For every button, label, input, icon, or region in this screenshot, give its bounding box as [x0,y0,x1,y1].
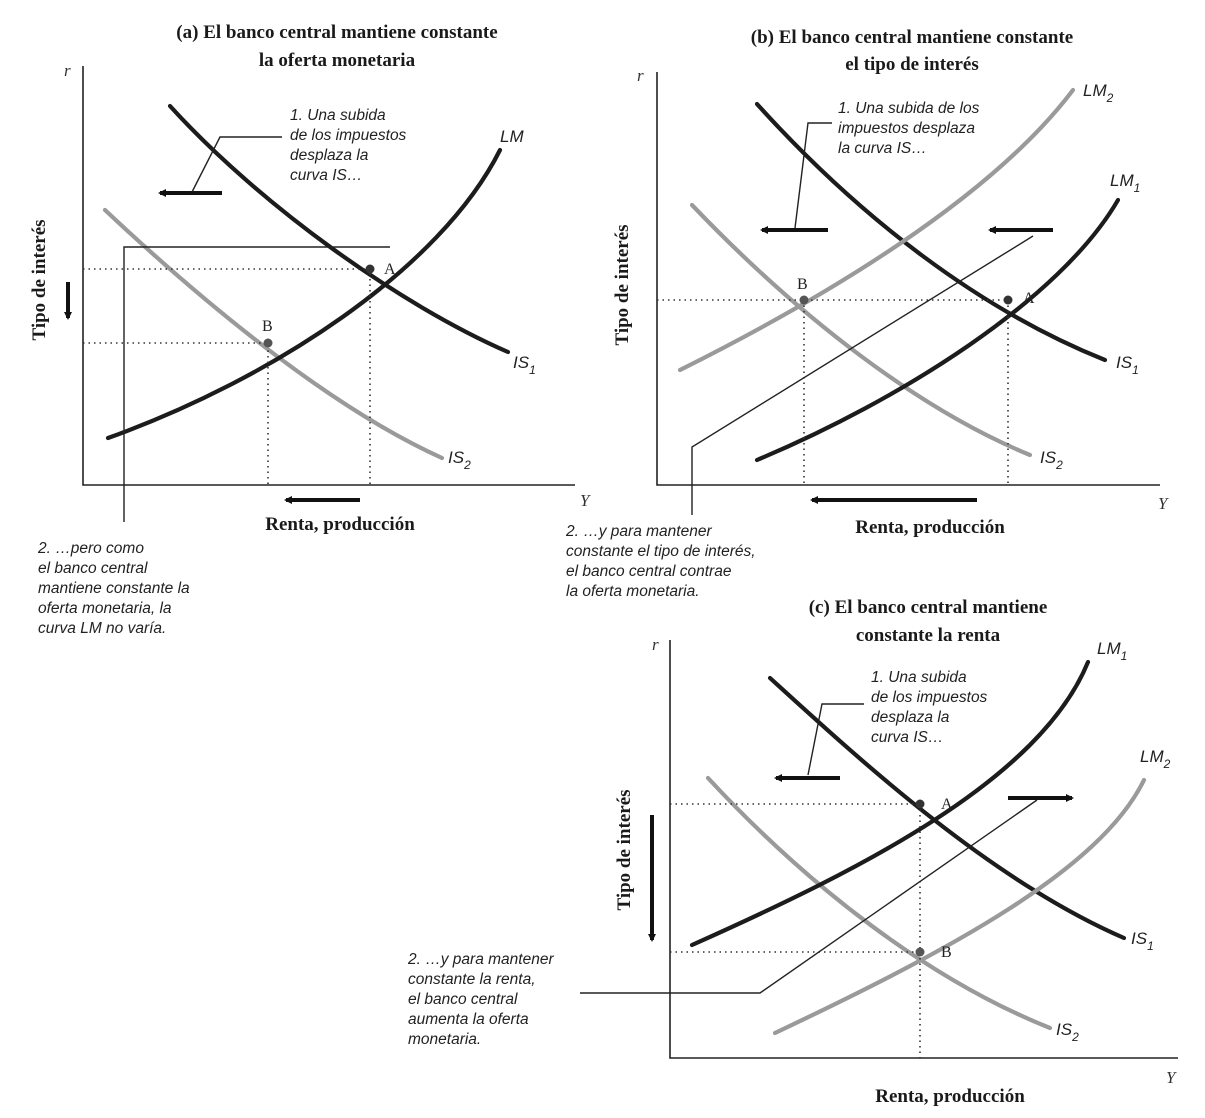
panel-c-title-line1: (c) El banco central mantiene [808,597,1048,618]
panel-c-lm1-label: $LM_1$ [1097,639,1128,663]
panel-b-y-label: Tipo de interés [612,224,633,346]
panel-c-point-a [916,800,925,809]
panel-b-is1-label: $IS_1$ [1116,353,1139,377]
panel-b-lm1-curve [757,200,1118,460]
panel-c-is2-curve [708,778,1050,1028]
panel-b-y-var: r [637,66,644,85]
panel-a-point-b-label: B [262,318,273,335]
panel-b-point-b-label: B [797,276,808,293]
panel-c-is2-label: $IS_2$ [1056,1020,1079,1044]
panel-a-guide-a [83,269,370,485]
panel-c-note2-leader [580,800,1037,993]
panel-a [29,22,591,637]
panel-a-guide-b [83,343,268,485]
panel-c-point-b-label: B [941,944,952,961]
panel-a-point-a [366,265,375,274]
panel-a-note1: 1. Una subida de los impuestos desplaza la curva IS… [290,107,407,184]
panel-b-title-line1: (b) El banco central mantiene constante [750,27,1074,48]
panel-b-point-a-label: A [1023,290,1035,307]
panel-c-x-var: Y [1166,1068,1176,1087]
panel-a-is1-label: $IS_1$ [513,353,536,377]
panel-c-lm2-curve [775,780,1144,1033]
panel-c-y-var: r [652,635,659,654]
panel-b-x-var: Y [1158,494,1168,513]
panel-b-lm1-label: $LM_1$ [1110,171,1141,195]
panel-a-y-var: r [64,61,71,80]
panel-c-x-label: Renta, producción [875,1086,1025,1107]
panel-c-point-b [916,948,925,957]
panel-c-note1: 1. Una subida de los impuestos desplaza la curva IS… [871,669,988,746]
panel-b-lm2-label: $LM_2$ [1083,81,1114,105]
panel-a-point-a-label: A [384,261,396,278]
panel-b-point-b [800,296,809,305]
panel-a-note2-leader [124,247,390,522]
panel-a-title-line1: (a) El banco central mantiene constante [176,22,498,43]
panel-c-title-line2: constante la renta [855,625,1001,646]
panel-b [565,27,1169,600]
panel-a-lm-label: LM [500,127,524,146]
panel-c-is1-label: $IS_1$ [1131,929,1154,953]
panel-c-note2: 2. …y para mantener constante la renta, el banco central aumenta la oferta monetaria. [408,951,554,1048]
panel-c-y-label: Tipo de interés [614,789,635,911]
panel-a-point-b [264,339,273,348]
panel-a-title-line2: la oferta monetaria [258,50,416,71]
panel-a-is2-label: $IS_2$ [448,448,471,472]
panel-a-y-label: Tipo de interés [29,219,50,341]
panel-b-note1: 1. Una subida de los impuestos desplaza la curva IS… [838,100,980,157]
panel-c [407,597,1178,1107]
panel-c-lm2-label: $LM_2$ [1140,747,1171,771]
panel-b-point-a [1004,296,1013,305]
panel-b-x-label: Renta, producción [855,517,1005,538]
panel-b-note2: 2. …y para mantener constante el tipo de interés, el banco central contrae la oferta monetaria. [566,523,756,600]
panel-b-is2-curve [692,205,1030,455]
panel-a-x-label: Renta, producción [265,514,415,535]
panel-a-note2: 2. …pero como el banco central mantiene constante la oferta monetaria, la curva LM no varía. [38,540,190,637]
panel-a-x-var: Y [580,491,590,510]
panel-b-title-line2: el tipo de interés [845,54,979,75]
panel-c-point-a-label: A [941,796,953,813]
panel-b-note2-leader [692,236,1033,515]
panel-b-is2-label: $IS_2$ [1040,448,1063,472]
